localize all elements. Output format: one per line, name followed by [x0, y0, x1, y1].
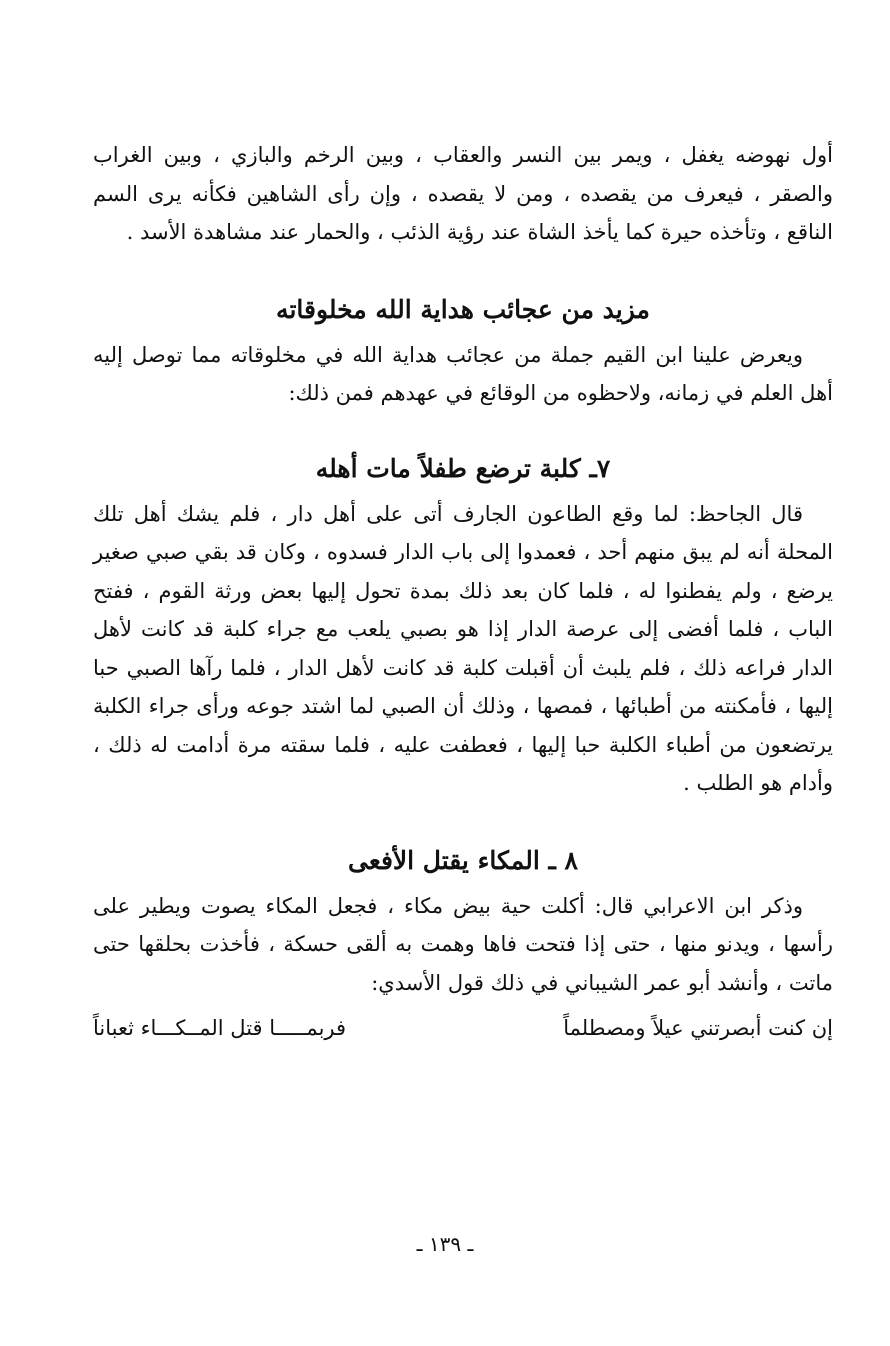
section-heading-more-wonders: مزيد من عجائب هداية الله مخلوقاته — [276, 294, 650, 324]
verse-second-hemistich: فربمـــــا قتل المــكـــاء ثعباناً — [93, 1016, 347, 1040]
intro-paragraph — [93, 136, 833, 252]
section-7-text: قال الجاحظ: لما وقع الطاعون الجارف أتى على أهل دار ، فلم يشك أهل تلك المحلة أنه لم يبق منهم أحد ، فعمدوا إلى باب الدار فسدوه ، وكان قد بقي صبي صغير يرضع ، ولم يفطنوا له ، فلما كان بعد ذلك بمدة تحول إليها بعض ورثة القوم ، ففتح الباب ، فلما أفضى إلى عرصة الدار إذا هو بصبي يلعب مع جراء كلبة قد كانت لأهل الدار فراعه ذلك ، فلم يلبث أن أقبلت كلبة قد كانت لأهل الدار ، فلما رآها الصبي حبا إليها ، فأمكنته من أطبائها ، فمصها ، وذلك أن الصبي لما اشتد جوعه ورأى جراء الكلبة يرتضعون من أطباء الكلبة حبا إليها ، فعطفت عليه ، فلما سقته مرة أدامت له ذلك ، وأدام هو الطلب . — [93, 501, 833, 795]
book-page — [93, 136, 833, 1048]
page-number: ـ ١٣٩ ـ — [416, 1232, 474, 1256]
verse-first-hemistich: إن كنت أبصرتني عيلاً ومصطلماً — [563, 1016, 833, 1040]
intro-text: أول نهوضه يغفل ، ويمر بين النسر والعقاب ، وبين الرخم والبازي ، وبين الغراب والصقر ، فيعرف من يقصده ، ومن لا يقصده ، وإن رأى الشاهين فكأنه يرى السم الناقع ، وتأخذه حيرة كما يأخذ الشاة عند رؤية الذئب ، والحمار عند مشاهدة الأسد . — [93, 143, 833, 244]
section-7-paragraph — [93, 495, 833, 803]
section-heading-7: ٧ـ كلبة ترضع طفلاً مات أهله — [315, 453, 611, 483]
section-8-text: وذكر ابن الاعرابي قال: أكلت حية بيض مكاء ، فجعل المكاء يصوت ويطير على رأسها ، ويدنو منها ، حتى إذا فتحت فاها وهمت به ألقى حسكة ، فأخذت بحلقها حتى ماتت ، وأنشد أبو عمر الشيباني في ذلك قول الأسدي: — [93, 893, 833, 995]
section-8-paragraph — [93, 887, 833, 1003]
poem-verse — [93, 1008, 833, 1048]
section-heading-8: ٨ ـ المكاء يقتل الأفعى — [348, 845, 578, 875]
section-more-paragraph — [93, 336, 833, 413]
section-more-text: ويعرض علينا ابن القيم جملة من عجائب هداية الله في مخلوقاته مما توصل إليه أهل العلم في زمانه، ولاحظوه من الوقائع في عهدهم فمن ذلك: — [93, 342, 833, 405]
